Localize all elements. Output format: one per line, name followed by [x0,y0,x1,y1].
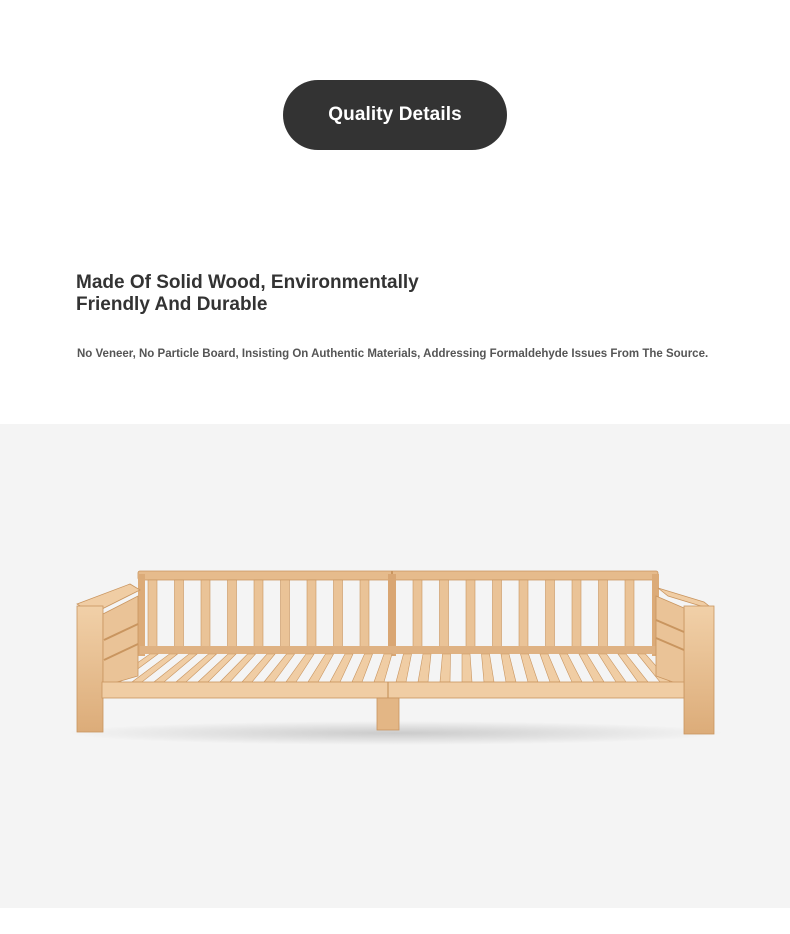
seat-slat [521,654,539,682]
back-slat [599,580,608,648]
quality-details-label: Quality Details [328,104,462,125]
back-slat [519,580,528,648]
seat-slat [374,654,392,682]
back-slat [307,580,316,648]
seat-slat [440,654,451,682]
seat-slat [462,654,472,682]
seat-slat [482,654,495,682]
feature-heading-line2: Friendly And Durable [76,294,268,315]
back-slat [175,580,184,648]
seat-slat [418,654,431,682]
seat-slat [396,654,412,682]
back-slat [201,580,210,648]
sofa-frame-illustration [0,424,790,908]
sofa-frame-image [0,424,790,908]
back-slat [493,580,502,648]
seat-slat [579,654,604,682]
back-slat [281,580,290,648]
feature-description: No Veneer, No Particle Board, Insisting On Authentic Materials, Addressing Formaldehyde Issues From The Source. [77,348,709,360]
back-slat [440,580,449,648]
feature-heading-line1: Made Of Solid Wood, Environmentally [76,272,419,293]
back-slat [148,580,157,648]
back-slat [572,580,581,648]
back-slat [625,580,634,648]
back-slat [334,580,343,648]
back-slat [546,580,555,648]
back-slat [413,580,422,648]
seat-slat [352,654,373,682]
seat-slat [308,654,334,682]
seat-slat [540,654,560,682]
seat-slat [501,654,516,682]
feature-heading [76,272,476,316]
seat-slat [560,654,583,682]
back-slat [360,580,369,648]
back-slat [228,580,237,648]
seat-slat [330,654,353,682]
back-slat [466,580,475,648]
back-slat [254,580,263,648]
quality-details-pill [283,80,507,150]
